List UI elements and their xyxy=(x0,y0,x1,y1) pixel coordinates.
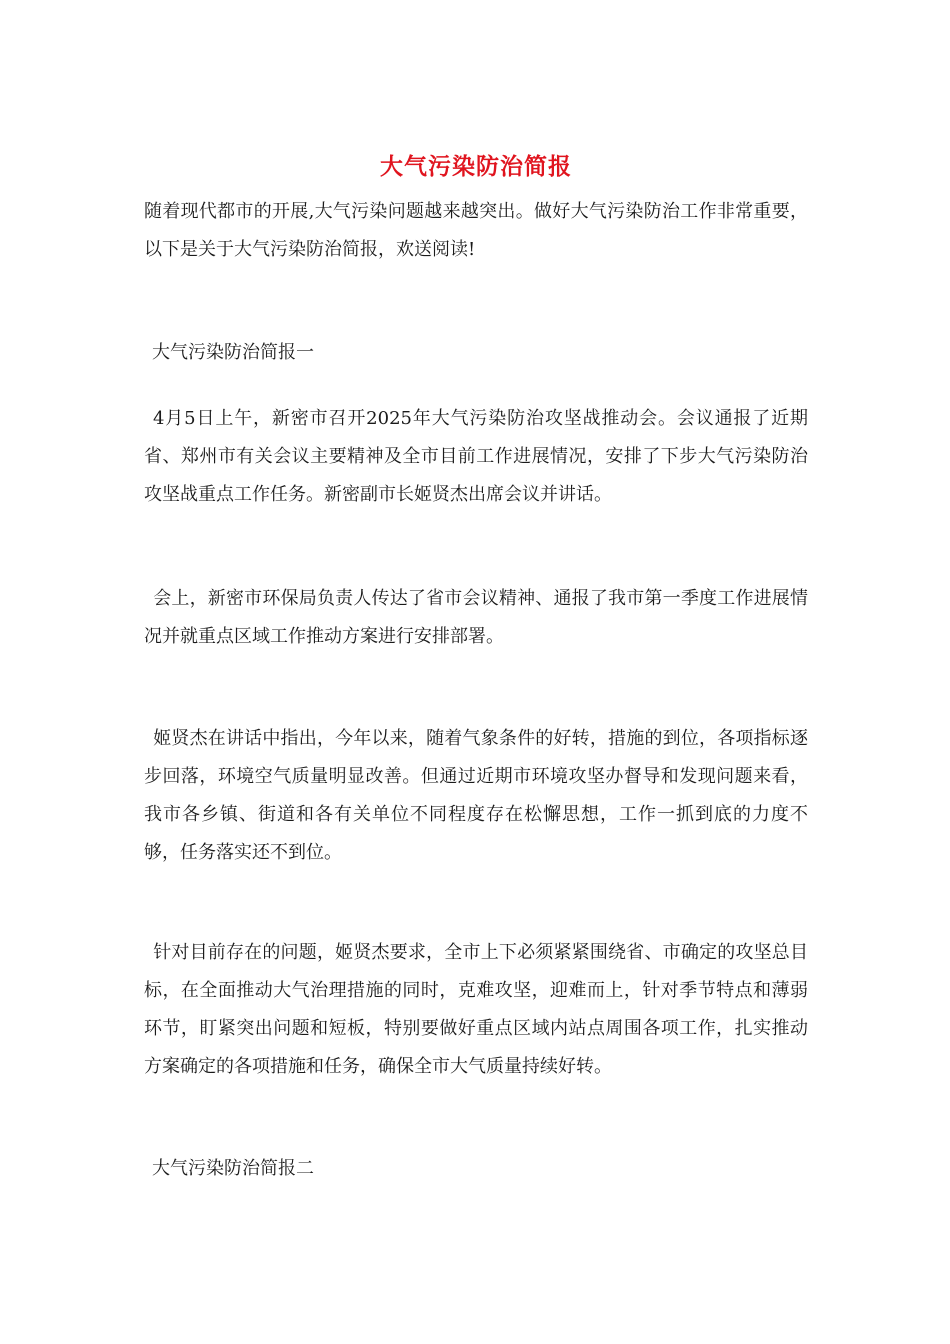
body-paragraph-4: 针对目前存在的问题，姬贤杰要求，全市上下必须紧紧围绕省、市确定的攻坚总目标，在全面推动大气治理措施的同时，克难攻坚，迎难而上，针对季节特点和薄弱环节，盯紧突出问题和短板，特别要做好重点区域内站点周围各项工作，扎实推动方案确定的各项措施和任务，确保全市大气质量持续好转。 xyxy=(144,942,808,1077)
body-paragraph-3: 姬贤杰在讲话中指出，今年以来，随着气象条件的好转，措施的到位，各项指标逐步回落，环境空气质量明显改善。但通过近期市环境攻坚办督导和发现问题来看，我市各乡镇、街道和各有关单位不同程度存在松懈思想，工作一抓到底的力度不够，任务落实还不到位。 xyxy=(144,728,808,863)
body-paragraph-2: 会上，新密市环保局负责人传达了省市会议精神、通报了我市第一季度工作进展情况并就重点区域工作推动方案进行安排部署。 xyxy=(144,588,808,647)
document-title: 大气污染防治简报 xyxy=(380,153,572,180)
body-paragraph-1: 4月5日上午，新密市召开2025年大气污染防治攻坚战推动会。会议通报了近期省、郑州市有关会议主要精神及全市目前工作进展情况，安排了下步大气污染防治攻坚战重点工作任务。新密副市长姬贤杰出席会议并讲话。 xyxy=(144,408,808,505)
section-heading-2: 大气污染防治简报二 xyxy=(152,1158,314,1179)
section-heading-1: 大气污染防治简报一 xyxy=(152,342,314,363)
intro-paragraph: 随着现代都市的开展,大气污染问题越来越突出。做好大气污染防治工作非常重要，以下是关于大气污染防治简报，欢送阅读! xyxy=(144,201,808,260)
